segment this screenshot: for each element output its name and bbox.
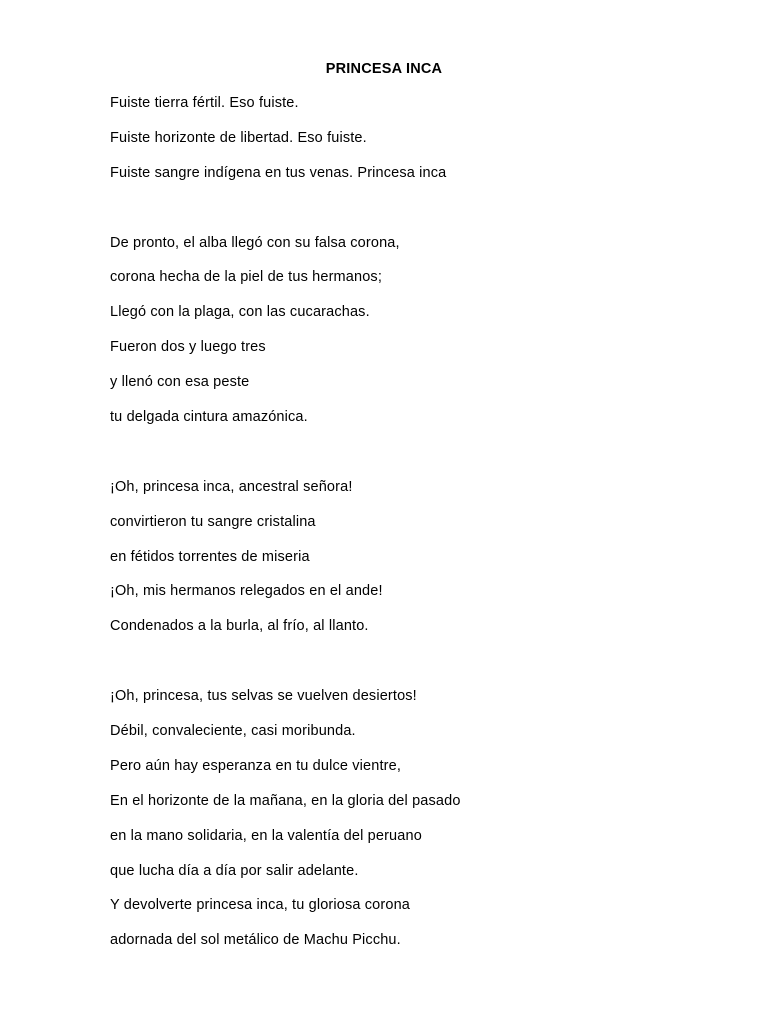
poem-line: y llenó con esa peste <box>110 374 250 391</box>
poem-line: convirtieron tu sangre cristalina <box>110 513 316 530</box>
stanza-break <box>110 442 670 477</box>
stanza-break <box>110 651 670 686</box>
poem-body <box>110 93 670 965</box>
poem-line: que lucha día a día por salir adelante. <box>110 862 359 879</box>
poem-line: en fétidos torrentes de miseria <box>110 548 310 565</box>
poem-line: Fuiste sangre indígena en tus venas. Princesa inca <box>110 164 447 181</box>
stanza-break <box>110 198 670 233</box>
poem-line: De pronto, el alba llegó con su falsa corona, <box>110 234 400 251</box>
poem-line: Pero aún hay esperanza en tu dulce vientre, <box>110 757 401 774</box>
stanza <box>110 93 670 183</box>
poem-line: Llegó con la plaga, con las cucarachas. <box>110 304 370 321</box>
poem-title: PRINCESA INCA <box>325 61 443 77</box>
stanza <box>110 233 670 427</box>
poem-line: Y devolverte princesa inca, tu gloriosa corona <box>110 897 411 914</box>
poem-line: Condenados a la burla, al frío, al llanto. <box>110 618 369 635</box>
poem-line: adornada del sol metálico de Machu Picchu. <box>110 932 401 949</box>
poem-line: corona hecha de la piel de tus hermanos; <box>110 269 383 286</box>
poem-line: tu delgada cintura amazónica. <box>110 409 308 426</box>
poem-line: ¡Oh, princesa inca, ancestral señora! <box>110 478 353 495</box>
poem-line: Fueron dos y luego tres <box>110 339 266 356</box>
poem-line: Fuiste horizonte de libertad. Eso fuiste. <box>110 129 367 146</box>
stanza <box>110 686 670 950</box>
poem-line: En el horizonte de la mañana, en la gloria del pasado <box>110 792 461 809</box>
poem-line: en la mano solidaria, en la valentía del peruano <box>110 827 422 844</box>
poem-line: Débil, convaleciente, casi moribunda. <box>110 723 356 740</box>
poem-line: ¡Oh, princesa, tus selvas se vuelven desiertos! <box>110 688 417 705</box>
stanza <box>110 477 670 637</box>
poem-line: ¡Oh, mis hermanos relegados en el ande! <box>110 583 383 600</box>
poem-line: Fuiste tierra fértil. Eso fuiste. <box>110 95 299 111</box>
